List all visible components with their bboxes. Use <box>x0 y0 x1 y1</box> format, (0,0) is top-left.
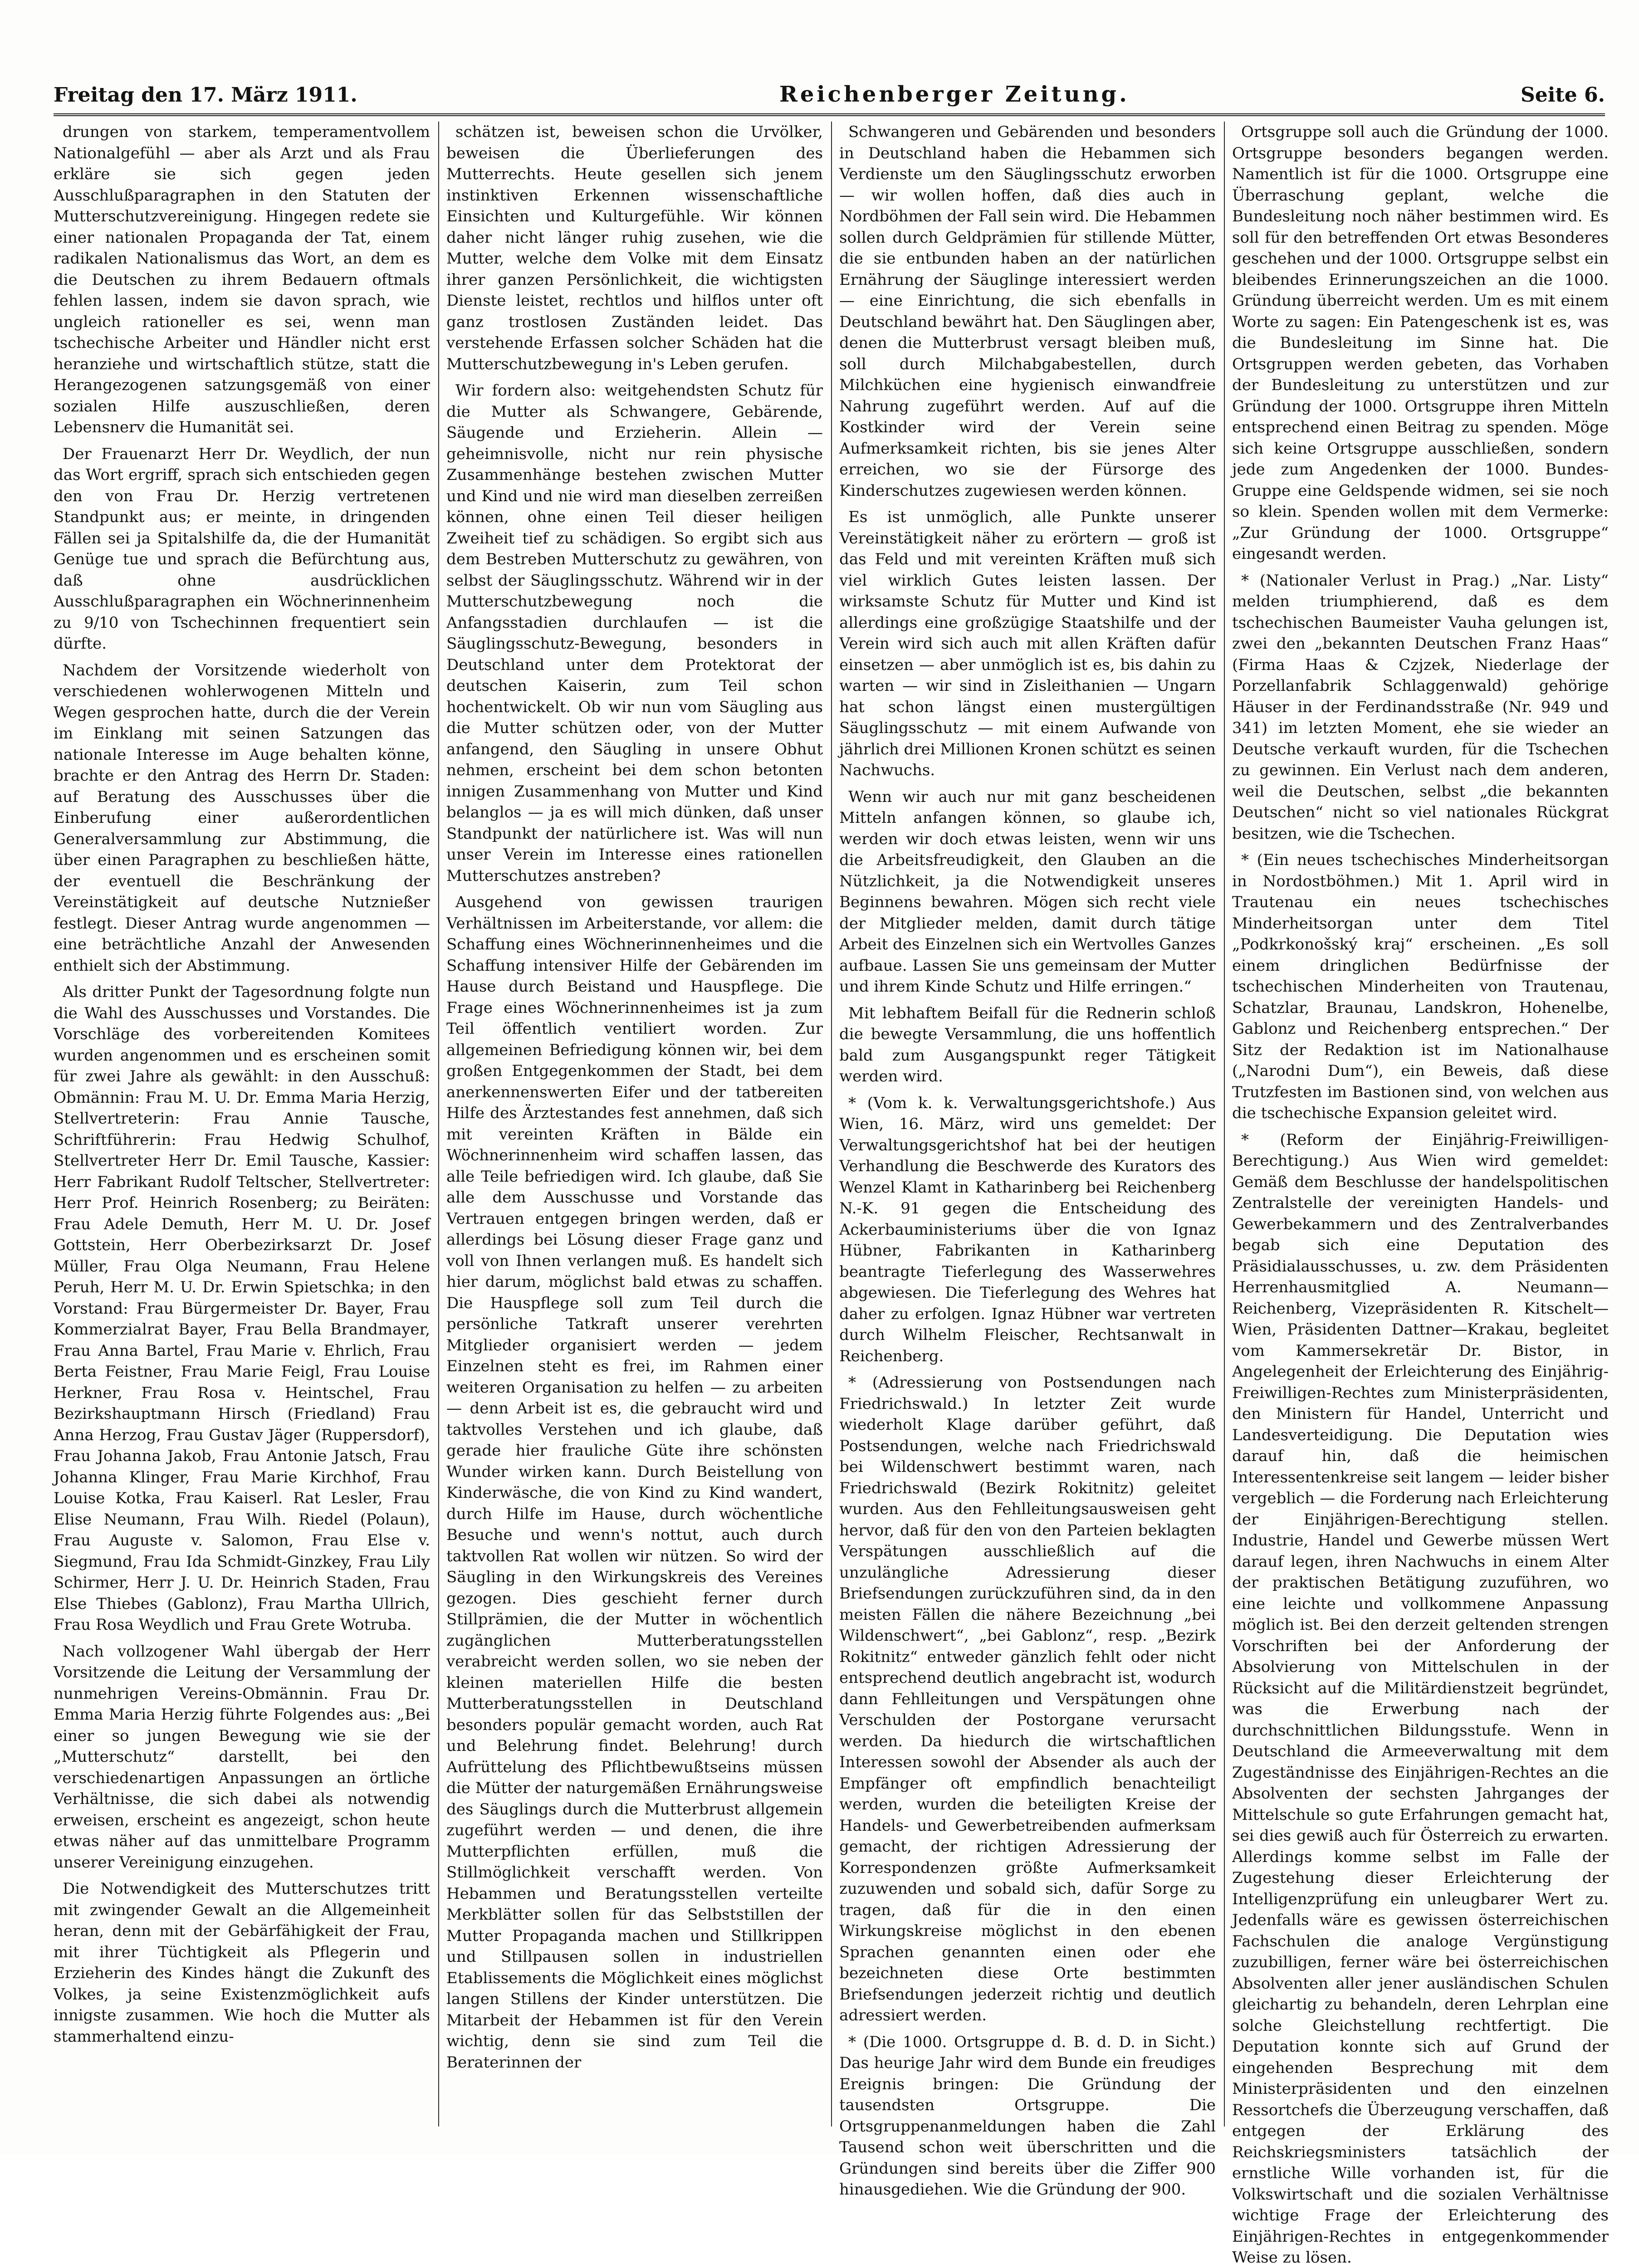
masthead-title: Reichenberger Zeitung. <box>779 82 1130 107</box>
article-paragraph: Wenn wir auch nur mit ganz bescheidenen Mitteln anfangen können, so glaube ich, werden wir doch etwas leisten, wenn wir uns die Arbeitsfreudigkeit, den Glauben an die Nützlichkeit, ja die Notwendigkeit unseres Beginnens bewahren. Mögen sich recht viele der Mitglieder melden, damit durch tätige Arbeit des Einzelnen sich ein Wertvolles Ganzes aufbaue. Lassen Sie uns gemeinsam der Mutter und ihrem Kinde Schutz und Hilfe erringen.“ <box>839 787 1216 997</box>
page-header <box>54 77 1605 116</box>
article-paragraph: Ortsgruppe soll auch die Gründung der 1000. Ortsgruppe besonders begangen werden. Namentlich ist für die 1000. Ortsgruppe eine Überraschung geplant, welche die Bundesleitung noch näher bestimmen wird. Es soll für den betreffenden Ort etwas Besonderes geschehen und der 1000. Ortsgruppe selbst ein bleibendes Erinnerungszeichen an die 1000. Gründung überreicht werden. Um es mit einem Worte zu sagen: Ein Patengeschenk ist es, was die Bundesleitung im Sinne hat. Die Ortsgruppen werden gebeten, das Vorhaben der Bundesleitung zu unterstützen und zur Gründung der 1000. Ortsgruppe ihren Mitteln entsprechend einen Beitrag zu spenden. Möge sich keine Ortsgruppe ausschließen, sondern jede zum Angedenken der 1000. Bundes-Gruppe eine Geldspende widmen, sei sie noch so klein. Spenden wollen mit dem Vermerke: „Zur Gründung der 1000. Ortsgruppe“ eingesandt werden. <box>1232 122 1609 565</box>
article-columns <box>54 122 1605 2126</box>
column-divider <box>831 122 832 2126</box>
article-paragraph: Die Notwendigkeit des Mutterschutzes tritt mit zwingender Gewalt an die Allgemeinheit heran, denn mit der Gebärfähigkeit der Frau, mit ihrer Tüchtigkeit als Pflegerin und Erzieherin des Kindes hängt die Zukunft des Volkes, ja seine Existenzmöglichkeit aufs innigste zusammen. Wie hoch die Mutter als stammerhaltend einzu- <box>54 1878 430 2047</box>
article-paragraph: drungen von starkem, temperamentvollem Nationalgefühl — aber als Arzt und als Frau erkläre sie sich gegen jeden Ausschlußparagraphen in den Statuten der Mutterschutzvereinigung. Hingegen redete sie einer nationalen Propaganda der Tat, einem radikalen Nationalismus das Wort, an dem es die Deutschen zu ihrem Bedauern oftmals fehlen lassen, indem sie davon sprach, wie ungleich rationeller es sei, wenn man tschechische Arbeiter und Händler nicht erst heranziehe und wirtschaftlich stütze, statt die Herangezogenen satzungsgemäß von einer sozialen Hilfe auszuschließen, deren Lebensnerv die Humanität sei. <box>54 122 430 438</box>
article-paragraph: Als dritter Punkt der Tagesordnung folgte nun die Wahl des Ausschusses und Vorstandes. Die Vorschläge des vorbereitenden Komitees wurden angenommen und es erscheinen somit für zwei Jahre als gewählt: in den Ausschuß: Obmännin: Frau M. U. Dr. Emma Maria Herzig, Stellvertreterin: Frau Annie Tausche, Schriftführerin: Frau Hedwig Schulhof, Stellvertreter Herr Dr. Emil Tausche, Kassier: Herr Fabrikant Rudolf Teltscher, Stellvertreter: Herr Prof. Heinrich Rosenberg; zu Beiräten: Frau Adele Demuth, Herr M. U. Dr. Josef Gottstein, Herr Oberbezirksarzt Dr. Josef Müller, Frau Olga Neumann, Frau Helene Peruh, Herr M. U. Dr. Erwin Spietschka; in den Vorstand: Frau Bürgermeister Dr. Bayer, Frau Kommerzialrat Bayer, Frau Bella Brandmayer, Frau Anna Bartel, Frau Marie v. Ehrlich, Frau Berta Feistner, Frau Marie Feigl, Frau Louise Herkner, Frau Rosa v. Heintschel, Frau Bezirkshauptmann Hirsch (Friedland) Frau Anna Herzog, Frau Gustav Jäger (Ruppersdorf), Frau Johanna Jakob, Frau Antonie Jatsch, Frau Johanna Klinger, Frau Marie Kirchhof, Frau Louise Kotka, Frau Kaiserl. Rat Lesler, Frau Elise Neumann, Frau Wilh. Riedel (Polaun), Frau Auguste v. Salomon, Frau Else v. Siegmund, Frau Ida Schmidt-Ginzkey, Frau Lily Schirmer, Herr J. U. Dr. Heinrich Staden, Frau Else Thiebes (Gablonz), Frau Martha Ullrich, Frau Rosa Weydlich und Frau Grete Wotruba. <box>54 982 430 1636</box>
article-paragraph: Ausgehend von gewissen traurigen Verhältnissen im Arbeiterstande, vor allem: die Schaffung eines Wöchnerinnenheimes und die Schaffung intensiver Hilfe der Gebärenden im Hause durch Beistand und Hauspflege. Die Frage eines Wöchnerinnenheimes ist ja zum Teil öffentlich ventiliert worden. Zur allgemeinen Befriedigung können wir, bei dem großen Entgegenkommen der Stadt, bei dem anerkennenswerten Eifer und der tatbereiten Hilfe des Ärztestandes fest annehmen, daß sich mit vereinten Kräften in Bälde ein Wöchnerinnenheim wird schaffen lassen, das alle Teile befriedigen wird. Ich glaube, daß Sie alle dem Ausschusse und Vorstande das Vertrauen entgegen bringen werden, daß er allerdings bei Lösung dieser Frage ganz und voll von Ihnen verlangen muß. Es handelt sich hier darum, möglichst bald etwas zu schaffen. Die Hauspflege soll zum Teil durch die persönliche Tatkraft unserer verehrten Mitglieder organisiert werden — jedem Einzelnen steht es frei, im Rahmen einer weiteren Organisation zu helfen — zu arbeiten — denn Arbeit ist es, die gebraucht wird und taktvolles Verstehen und ich glaube, daß gerade hier frauliche Güte ihre schönsten Wunder wirken kann. Durch Beistellung von Kinderwäsche, die von Kind zu Kind wandert, durch Hilfe im Hause, durch wöchentliche Besuche und wenn's nottut, auch durch taktvollen Rat wollen wir nützen. So wird der Säugling in den Wirkungskreis des Vereines gezogen. Dies geschieht ferner durch Stillprämien, die der Mutter in wöchentlich zugänglichen Mutterberatungsstellen verabreicht werden sollen, wo sie neben der kleinen materiellen Hilfe die besten Mutterberatungsstellen in Deutschland besonders populär gemacht worden, auch Rat und Belehrung findet. Belehrung! durch Aufrüttelung des Pflichtbewußtseins müssen die Mütter der naturgemäßen Ernährungsweise des Säuglings durch die Mutterbrust allgemein zugeführt werden — und denen, die ihre Mutterpflichten erfüllen, muß die Stillmöglichkeit verschafft werden. Von Hebammen und Beratungsstellen verteilte Merkblätter sollen für das Selbststillen der Mutter Propaganda machen und Stillkrippen und Stillpausen sollen in industriellen Etablissements die Möglichkeit eines möglichst langen Stillens der Kinder unterstützen. Die Mitarbeit der Hebammen ist für den Verein wichtig, denn sie sind zum Teil die Beraterinnen der <box>446 892 823 2073</box>
article-paragraph: Der Frauenarzt Herr Dr. Weydlich, der nun das Wort ergriff, sprach sich entschieden gegen den von Frau Dr. Herzig vertretenen Standpunkt aus; er meinte, in dringenden Fällen sei ja Spitalshilfe da, die der Humanität Genüge tue und sprach die Befürchtung aus, daß ohne ausdrücklichen Ausschlußparagraphen ein Wöchnerinnenheim zu 9/10 von Tschechinnen frequentiert sein dürfte. <box>54 444 430 655</box>
article-paragraph: Nach vollzogener Wahl übergab der Herr Vorsitzende die Leitung der Versammlung der nunmehrigen Vereins-Obmännin. Frau Dr. Emma Maria Herzig führte Folgendes aus: „Bei einer so jungen Bewegung wie sie der „Mutterschutz“ darstellt, bei den verschiedenartigen Anpassungen an örtliche Verhältnisse, die sich dabei als notwendig erweisen, erscheint es angezeigt, schon heute etwas näher auf das unmittelbare Programm unserer Vereinigung einzugehen. <box>54 1641 430 1873</box>
article-paragraph: schätzen ist, beweisen schon die Urvölker, beweisen die Überlieferungen des Mutterrechts. Heute gesellen sich jenem instinktiven Erkennen wissenschaftliche Einsichten und Kulturgefühle. Wir können daher nicht länger ruhig zusehen, wie die Mutter, welche dem Volke mit dem Einsatz ihrer ganzen Persönlichkeit, die wichtigsten Dienste leistet, rechtlos und hilflos unter oft ganz trostlosen Zuständen leidet. Das verstehende Erfassen solcher Schäden hat die Mutterschutzbewegung in's Leben gerufen. <box>446 122 823 375</box>
column-3 <box>839 122 1216 2126</box>
article-paragraph: * (Ein neues tschechisches Minderheitsorgan in Nordostböhmen.) Mit 1. April wird in Trautenau ein neues tschechisches Minderheitsorgan unter dem Titel „Podkrkonošský kraj“ erscheinen. „Es soll einem dringlichen Bedürfnisse der tschechischen Minderheiten von Trautenau, Schatzlar, Braunau, Landskron, Hohenelbe, Gablonz und Reichenberg entsprechen.“ Der Sitz der Redaktion ist im Nationalhause („Narodni Dum“), ein Beweis, daß diese Trutzfesten im Bastionen sind, von welchen aus die tschechische Expansion geleitet wird. <box>1232 850 1609 1124</box>
article-paragraph: Nachdem der Vorsitzende wiederholt von verschiedenen wohlerwogenen Mitteln und Wegen gesprochen hatte, durch die der Verein im Einklang mit seinen Satzungen das nationale Interesse im Auge behalten könne, brachte er den Antrag des Herrn Dr. Staden: auf Beratung des Ausschusses über die Einberufung einer außerordentlichen Generalversammlung zur Abstimmung, die über einen Paragraphen zu beschließen hätte, der eventuell die Beschränkung der Vereinstätigkeit auf deutsche Nutznießer festlegt. Dieser Antrag wurde angenommen — eine beträchtliche Anzahl der Anwesenden enthielt sich der Abstimmung. <box>54 660 430 977</box>
issue-date: Freitag den 17. März 1911. <box>54 83 357 107</box>
page-number: Seite 6. <box>1521 83 1605 107</box>
article-paragraph: * (Die 1000. Ortsgruppe d. B. d. D. in Sicht.) Das heurige Jahr wird dem Bunde ein freudiges Ereignis bringen: Die Gründung der tausendsten Ortsgruppe. Die Ortsgruppenanmeldungen haben die Zahl Tausend schon weit überschritten und die Gründungen sind bereits über die Ziffer 900 hinausgediehen. Wie die Gründung der 900. <box>839 2032 1216 2200</box>
article-paragraph: Schwangeren und Gebärenden und besonders in Deutschland haben die Hebammen sich Verdienste um den Säuglingsschutz erworben — wir wollen hoffen, daß dies auch in Nordböhmen der Fall sein wird. Die Hebammen sollen durch Geldprämien für stillende Mütter, die sie entbunden haben an der natürlichen Ernährung der Säuglinge interessiert werden — eine Einrichtung, die sich ebenfalls in Deutschland bewährt hat. Den Säuglingen aber, denen die Mutterbrust versagt bleiben muß, soll durch Milchabgabestellen, durch Milchküchen eine hygienisch einwandfreie Nahrung zugeführt werden. Auf auf die Kostkinder wird der Verein seine Aufmerksamkeit richten, bis sie jenes Alter erreichen, wo sie der Fürsorge des Kinderschutzes zugewiesen werden können. <box>839 122 1216 501</box>
article-paragraph: * (Reform der Einjährig-Freiwilligen-Berechtigung.) Aus Wien wird gemeldet: Gemäß dem Beschlusse der handelspolitischen Zentralstelle der vereinigten Handels- und Gewerbekammern und des Zentralverbandes begab sich eine Deputation des Präsidialausschusses, u. zw. dem Präsidenten Herrenhausmitglied A. Neumann—Reichenberg, Vizepräsidenten R. Kitschelt—Wien, Präsidenten Dattner—Krakau, begleitet vom Kammersekretär Dr. Bistor, in Angelegenheit der Erleichterung des Einjährig-Freiwilligen-Rechtes zum Ministerpräsidenten, den Ministern für Handel, Unterricht und Landesverteidigung. Die Deputation wies darauf hin, daß die heimischen Interessentenkreise seit langem — leider bisher vergeblich — die Forderung nach Erleichterung der Einjährigen-Berechtigung stellen. Industrie, Handel und Gewerbe müssen Wert darauf legen, ihren Nachwuchs in einem Alter der praktischen Betätigung zuzuführen, wo eine leichte und vollkommene Anpassung möglich ist. Bei den derzeit geltenden strengen Vorschriften bei der Anforderung der Absolvierung von Mittelschulen in der Rücksicht auf die Militärdienstzeit begründet, was die Erwerbung nach der durchschnittlichen Bildungsstufe. Wenn in Deutschland die Armeeverwaltung mit dem Zugeständnisse des Einjährigen-Rechtes an die Absolventen der sechsten Jahrganges der Mittelschule so gute Erfahrungen gemacht hat, sei dies gewiß auch für Österreich zu erwarten. Allerdings komme selbst im Falle der Zugestehung dieser Erleichterung der Intelligenzprüfung ein unleugbarer Wert zu. Jedenfalls wäre es gewissen österreichischen Fachschulen die analoge Vergünstigung zuzubilligen, ferner wäre bei österreichischen Absolventen aller jener ausländischen Schulen gleichartig zu behandeln, deren Lehrplan eine solche Gleichstellung rechtfertigt. Die Deputation konnte sich auf Grund der eingehenden Besprechung mit dem Ministerpräsidenten und den einzelnen Ressortchefs die Überzeugung verschaffen, daß entgegen der Erklärung des Reichskriegsministers tatsächlich der ernstliche Wille vorhanden ist, für die Volkswirtschaft und die sozialen Verhältnisse wichtige Frage der Erleichterung des Einjährigen-Rechtes in entgegenkommender Weise zu lösen. <box>1232 1129 1609 2268</box>
article-paragraph: * (Vom k. k. Verwaltungsgerichtshofe.) Aus Wien, 16. März, wird uns gemeldet: Der Verwaltungsgerichtshof hat bei der heutigen Verhandlung die Beschwerde des Kurators des Wenzel Klamt in Katharinberg bei Reichenberg N.-K. 91 gegen die Entscheidung des Ackerbauministeriums über die von Ignaz Hübner, Fabrikanten in Katharinberg beantragte Tieferlegung des Wasserwehres abgewiesen. Die Tieferlegung des Wehres hat daher zu erfolgen. Ignaz Hübner war vertreten durch Wilhelm Fleischer, Rechtsanwalt in Reichenberg. <box>839 1093 1216 1367</box>
column-2 <box>446 122 823 2126</box>
article-paragraph: Wir fordern also: weitgehendsten Schutz für die Mutter als Schwangere, Gebärende, Säugende und Erzieherin. Allein — geheimnisvolle, nicht nur rein physische Zusammenhänge bestehen zwischen Mutter und Kind und nie wird man dieselben zerreißen können, ohne einen Teil dieser heiligen Zweiheit tief zu schädigen. So ergibt sich aus dem Bestreben Mutterschutz zu gewähren, von selbst der Säuglingsschutz. Während wir in der Mutterschutzbewegung noch die Anfangsstadien durchlaufen — ist die Säuglingsschutz-Bewegung, besonders in Deutschland unter dem Protektorat der deutschen Kaiserin, zum Teil schon hochentwickelt. Ob wir nun vom Säugling aus die Mutter schützen oder, von der Mutter anfangend, den Säugling in unsere Obhut nehmen, erscheint bei dem schon betonten innigen Zusammenhang von Mutter und Kind belanglos — ja es will mich dünken, daß unser Standpunkt der natürlichere ist. Was will nun unser Verein im Interesse eines rationellen Mutterschutzes anstreben? <box>446 380 823 886</box>
column-4 <box>1232 122 1609 2126</box>
article-paragraph: * (Adressierung von Postsendungen nach Friedrichswald.) In letzter Zeit wurde wiederholt Klage darüber geführt, daß Postsendungen, welche nach Friedrichswald bei Wildenschwert bestimmt waren, nach Friedrichswald (Bezirk Rokitnitz) geleitet wurden. Aus den Fehlleitungsausweisen geht hervor, daß für den von den Parteien beklagten Verspätungen ausschließlich auf die unzulängliche Adressierung dieser Briefsendungen zurückzuführen sind, da in den meisten Fällen die nähere Bezeichnung „bei Wildenschwert“, „bei Gablonz“, resp. „Bezirk Rokitnitz“ entweder gänzlich fehlt oder nicht entsprechend deutlich angebracht ist, wodurch dann Fehlleitungen und Verspätungen ohne Verschulden der Postorgane verursacht werden. Da hiedurch die wirtschaftlichen Interessen sowohl der Absender als auch der Empfänger oft empfindlich benachteiligt werden, wurden die beteiligten Kreise der Handels- und Gewerbetreibenden aufmerksam gemacht, der richtigen Adressierung der Korrespondenzen größte Aufmerksamkeit zuzuwenden und sobald sich, dafür Sorge zu tragen, daß für die in den einen Wirkungskreise möglichst in den ebenen Sprachen genannten einen oder ehe bezeichneten diese Orte bestimmten Briefsendungen jederzeit richtig und deutlich adressiert werden. <box>839 1372 1216 2026</box>
article-paragraph: Mit lebhaftem Beifall für die Rednerin schloß die bewegte Versammlung, die uns hoffentlich bald zum Ausgangspunkt reger Tätigkeit werden wird. <box>839 1003 1216 1087</box>
column-1 <box>54 122 430 2126</box>
article-paragraph: Es ist unmöglich, alle Punkte unserer Vereinstätigkeit näher zu erörtern — groß ist das Feld und mit vereinten Kräften muß sich viel wirklich Gutes leisten lassen. Der wirksamste Schutz für Mutter und Kind ist allerdings eine großzügige Staatshilfe und der Verein wird sich auch mit allen Kräften dafür einsetzen — aber unmöglich ist es, bis dahin zu warten — wir sind in Zisleithanien — Ungarn hat schon längst einen mustergültigen Säuglingsschutz — mit einem Aufwande von jährlich drei Millionen Kronen schützt es seinen Nachwuchs. <box>839 507 1216 781</box>
column-divider <box>438 122 439 2126</box>
article-paragraph: * (Nationaler Verlust in Prag.) „Nar. Listy“ melden triumphierend, daß es dem tschechischen Baumeister Vauha gelungen ist, zwei den „bekannten Deutschen Franz Haas“ (Firma Haas & Czjzek, Niederlage der Porzellanfabrik Schlaggenwald) gehörige Häuser in der Ferdinandsstraße (Nr. 949 und 341) im letzten Moment, ehe sie wieder an Deutsche verkauft wurden, für die Tschechen zu gewinnen. Ein Verlust nach dem anderen, weil die Deutschen, selbst „die bekannten Deutschen“ nicht so viel nationales Rückgrat besitzen, wie die Tschechen. <box>1232 570 1609 845</box>
column-divider <box>1224 122 1225 2126</box>
